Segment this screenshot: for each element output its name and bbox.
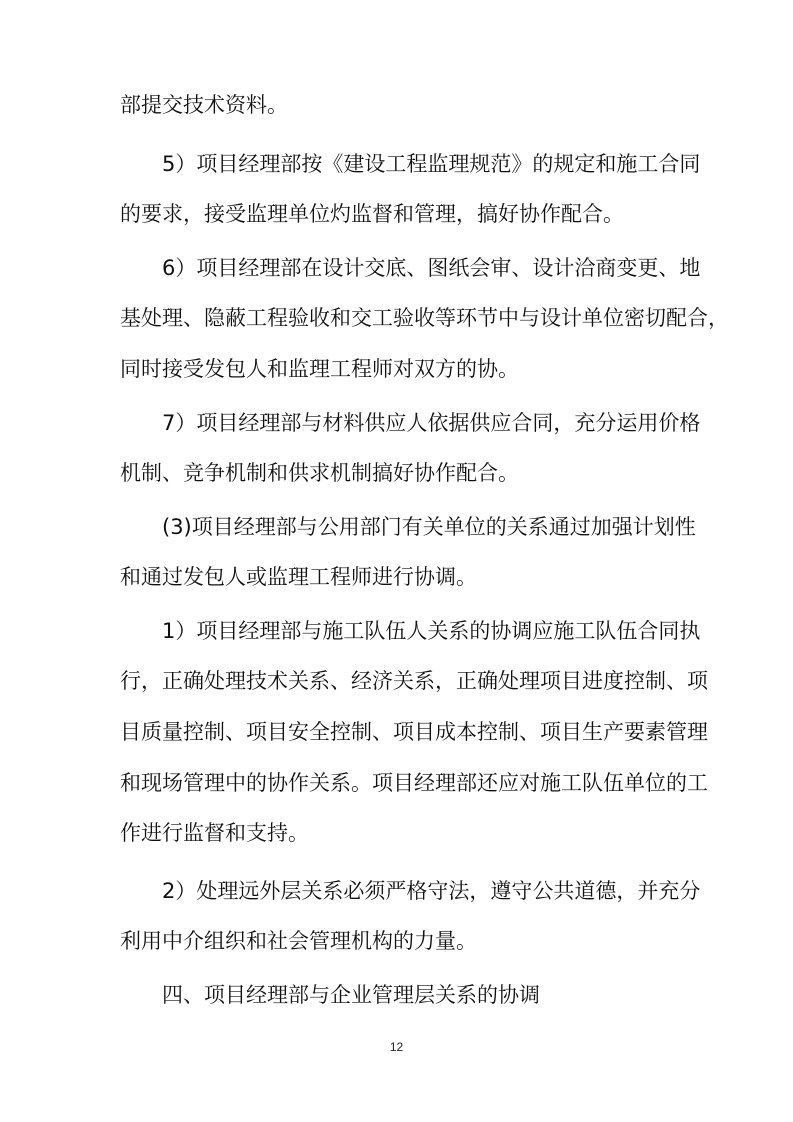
paragraph-first-line: (3)项目经理部与公用部门有关单位的关系通过加强计划性 xyxy=(162,515,696,539)
text-line: 行，正确处理技术关系、经济关系，正确处理项目进度控制、项 xyxy=(120,669,708,693)
paragraph-first-line: 2）处理远外层关系必须严格守法，遵守公共道德，并充分 xyxy=(162,879,701,903)
text-line: 利用中介组织和社会管理机构的力量。 xyxy=(120,929,477,953)
paragraph-first-line: 7）项目经理部与材料供应人依据供应合同，充分运用价格 xyxy=(162,411,701,435)
paragraph-first-line: 5）项目经理部按《建设工程监理规范》的规定和施工合同 xyxy=(162,152,701,176)
text-line: 的要求，接受监理单位灼监督和管理，搞好协作配合。 xyxy=(120,202,624,226)
text-line: 基处理、隐蔽工程验收和交工验收等环节中与设计单位密切配合， xyxy=(120,306,729,330)
text-line: 机制、竞争机制和供求机制搞好协作配合。 xyxy=(120,461,519,485)
text-line: 同时接受发包人和监理工程师对双方的协。 xyxy=(120,357,519,381)
text-line: 和现场管理中的协作关系。项目经理部还应对施工队伍单位的工 xyxy=(120,771,708,795)
text-line: 和通过发包人或监理工程师进行协调。 xyxy=(120,565,477,589)
paragraph-first-line: 1）项目经理部与施工队伍人关系的协调应施工队伍合同执 xyxy=(162,619,701,643)
section-heading: 四、项目经理部与企业管理层关系的协调 xyxy=(162,983,540,1007)
text-line: 目质量控制、项目安全控制、项目成本控制、项目生产要素管理 xyxy=(120,720,708,744)
text-line: 部提交技术资料。 xyxy=(120,93,288,117)
paragraph-first-line: 6）项目经理部在设计交底、图纸会审、设计洽商变更、地 xyxy=(162,256,701,280)
text-line: 作进行监督和支持。 xyxy=(120,821,309,845)
page-number: 12 xyxy=(389,1040,404,1054)
